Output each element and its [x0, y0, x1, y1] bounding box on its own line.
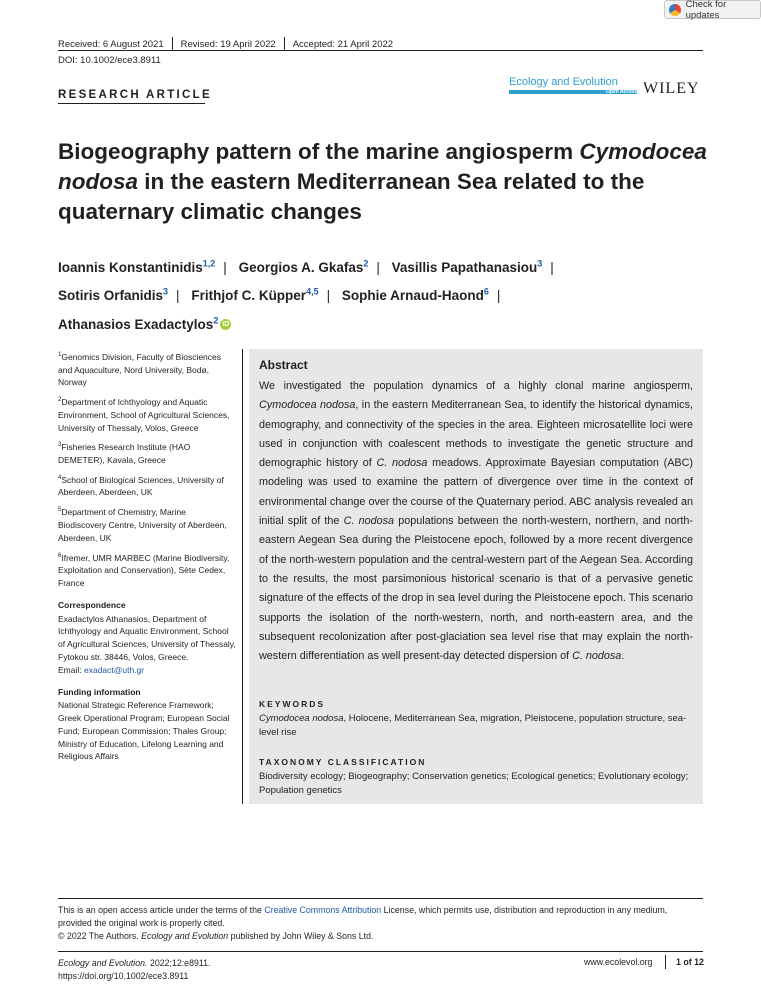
email-link[interactable]: exadact@uth.gr	[83, 664, 145, 675]
author-separator: |	[376, 259, 380, 275]
author-separator: |	[176, 288, 180, 303]
keywords-text: Cymodocea nodosa, Holocene, Mediterranean Sea, migration, Pleistocene, population structure, sea-level rise	[259, 713, 687, 738]
author-affiliation[interactable]: 2	[363, 258, 369, 268]
author-list	[58, 251, 708, 337]
publisher-logo: WILEY	[643, 80, 700, 97]
revised-date: Revised: 19 April 2022	[180, 38, 276, 50]
affiliation: $^5$Department of Chemistry, Marine Biodiscovery Centre, University of Aberdeen, Aberdeen, UK	[58, 507, 227, 543]
abstract-text: We investigated the population dynamics of a highly clonal marine angiosperm, Cymodocea nodosa, in the eastern Mediterranean Sea, to identify the historical dynamics, demography, and connectivity of the species in the area. Eighteen microsatellite loci were used in conjunction with coalescent methods to investigate the genetic structure and demographic history of C. nodosa meadows. Approximate Bayesian computation (ABC) modeling was used to examine the pattern of divergence over time in the context of environmental change over the course of the Quaternary period. ABC analysis revealed an initial split of the C. nodosa populations between the north-western, northern, and north-eastern Aegean Sea during the Pleistocene epoch, followed by a more recent divergence of the north-western population and the central-western part of the Aegean Sea. According to the results, the most parsimonious historical scenario is that of a pervasive genetic signature of the effects of the drop in sea level during the Pleistocene epoch. This scenario supports the isolation of the north-western, north, and north-eastern area, and the subsequent recolonization after post-glaciation sea level rise that may explain the north-western differentiation as well present-day detected dispersion of C. nodosa.	[259, 380, 694, 663]
header-rule	[58, 50, 703, 51]
page-number: 1 of 12	[676, 957, 704, 967]
license-text: This is an open access article under the terms of the Creative Commons Attribution License, which permits use, distribution and reproduction in any medium, provided the original work is properly cited. © 2022 The Authors. Ecology and Evolution published by John Wiley & Sons Ltd.	[58, 905, 668, 941]
affiliations-column	[58, 349, 236, 768]
footer-rule	[58, 898, 703, 899]
accepted-date: Accepted: 21 April 2022	[292, 38, 394, 50]
column-divider	[242, 349, 243, 804]
taxonomy-text: Biodiversity ecology; Biogeography; Conservation genetics; Ecological genetics; Evolutionary ecology; Population genetics	[259, 771, 689, 796]
article-type: RESEARCH ARTICLE	[58, 89, 212, 101]
affiliation: $^6$Ifremer, UMR MARBEC (Marine Biodiversity, Exploitation and Conservation), Sète Cedex, France	[58, 552, 230, 588]
open-access-label: Open Access	[606, 89, 638, 95]
author-affiliation[interactable]: 3	[163, 286, 169, 297]
author[interactable]: Sotiris Orfanidis$^3$	[58, 286, 169, 303]
author[interactable]: Athanasios Exadactylos$^2$	[58, 315, 219, 332]
divider	[284, 37, 285, 51]
funding-heading: Funding information	[58, 686, 141, 697]
affiliation: $^3$Fisheries Research Institute (HAO DEMETER), Kavala, Greece	[58, 442, 191, 466]
crossmark-icon	[669, 4, 681, 16]
affiliation: $^1$Genomics Division, Faculty of Biosciences and Aquaculture, Nord University, Bodø, Norway	[58, 351, 222, 388]
taxonomy-heading: TAXONOMY CLASSIFICATION	[259, 757, 427, 767]
abstract-heading: Abstract	[259, 358, 308, 372]
author[interactable]: Sophie Arnaud-Haond$^6$	[341, 286, 489, 303]
author[interactable]: Ioannis Konstantinidis$^{1,2}$	[58, 258, 216, 275]
author-affiliation[interactable]: 3	[537, 258, 543, 268]
orcid-icon[interactable]: iD	[222, 321, 230, 329]
check-for-updates-button[interactable]	[664, 0, 761, 19]
author[interactable]: Frithjof C. Küpper$^{4,5}$	[191, 286, 319, 303]
title-part1: Biogeography pattern of the marine angiosperm	[58, 139, 580, 164]
correspondence-heading: Correspondence	[58, 599, 126, 610]
article-type-underline	[58, 103, 205, 104]
title-part2: in the eastern Mediterranean Sea related to the quaternary climatic changes	[58, 169, 645, 224]
author[interactable]: Vasillis Papathanasiou$^3$	[391, 258, 543, 275]
funding-text: National Strategic Reference Framework; Greek Operational Program; European Social Fund; European Commission; Thales Group; Ministry of Education, Lifelong Learning and Religious Affairs	[58, 700, 230, 762]
author-separator: |	[550, 259, 554, 275]
author-affiliation[interactable]: 2	[213, 315, 219, 325]
author-separator: |	[326, 288, 331, 303]
author-separator: |	[223, 259, 227, 275]
author[interactable]: Georgios A. Gkafas$^2$	[238, 258, 369, 275]
keywords-heading: KEYWORDS	[259, 699, 326, 709]
received-date: Received: 6 August 2021	[58, 38, 164, 50]
citation-doi[interactable]: https://doi.org/10.1002/ece3.8911	[58, 970, 189, 981]
affiliation: $^2$Department of Ichthyology and Aquatic Environment, School of Agricultural Sciences, University of Thessaly, Volos, Greece	[58, 397, 230, 433]
publication-dates	[58, 37, 393, 51]
journal-logo: Ecology and Evolution	[509, 76, 618, 88]
doi: DOI: 10.1002/ece3.8911	[58, 55, 161, 66]
article-title	[58, 137, 708, 227]
author-affiliation[interactable]: 1,2	[202, 258, 216, 268]
affiliation: $^4$School of Biological Sciences, University of Aberdeen, Aberdeen, UK	[58, 474, 224, 498]
citation: Ecology and Evolution. 2022;12:e8911. https://doi.org/10.1002/ece3.8911	[58, 958, 211, 981]
author-affiliation[interactable]: 6	[483, 286, 489, 297]
correspondence-text: Exadactylos Athanasios, Department of Ichthyology and Aquatic Environment, School of Agricultural Sciences, University of Thessaly, Fytokou str. 38446, Volos, Greece. Email: exadact@uth.gr	[58, 613, 236, 675]
license-link[interactable]: Creative Commons Attribution	[264, 905, 382, 915]
check-for-updates-label: Check for updates	[685, 0, 727, 21]
author-separator: |	[496, 288, 501, 303]
journal-website[interactable]: www.ecolevol.org	[584, 957, 653, 967]
title-species: Cymodocea nodosa	[58, 139, 707, 194]
bottom-rule	[58, 951, 703, 952]
author-affiliation[interactable]: 4,5	[306, 286, 319, 297]
divider	[172, 37, 173, 51]
divider	[665, 955, 666, 969]
